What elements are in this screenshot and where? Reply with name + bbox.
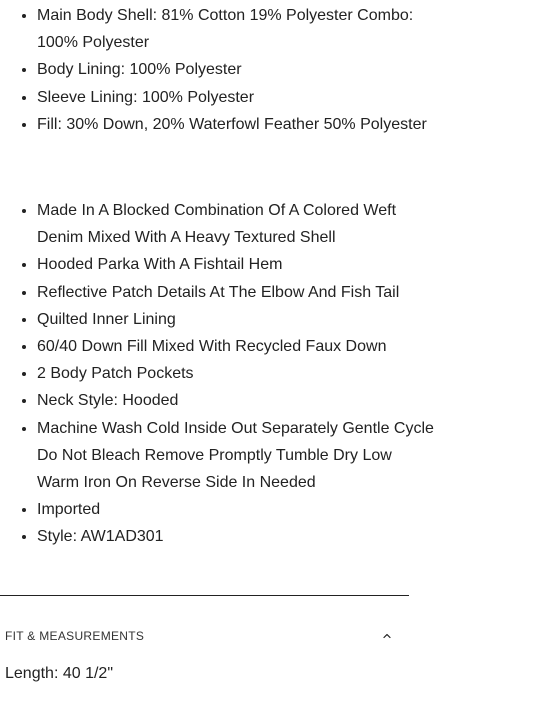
features-list	[0, 197, 446, 551]
list-item: • Style: AW1AD301	[37, 523, 446, 550]
length-measurement: Length: 40 1/2"	[5, 665, 113, 682]
list-item: • Made In A Blocked Combination Of A Colored Weft Denim Mixed With A Heavy Textured Shell	[37, 197, 446, 251]
list-item: • Hooded Parka With A Fishtail Hem	[37, 251, 446, 278]
section-divider	[0, 595, 409, 596]
list-item: • Reflective Patch Details At The Elbow And Fish Tail	[37, 279, 446, 306]
fit-measurements-title: FIT & MEASUREMENTS	[5, 629, 145, 643]
chevron-up-icon[interactable]	[377, 626, 397, 646]
fit-measurements-toggle[interactable]	[0, 622, 409, 650]
list-item: • Machine Wash Cold Inside Out Separately Gentle Cycle Do Not Bleach Remove Promptly Tumble Dry Low Warm Iron On Reverse Side In Needed	[37, 415, 446, 497]
list-item: • 60/40 Down Fill Mixed With Recycled Faux Down	[37, 333, 446, 360]
list-item: • Neck Style: Hooded	[37, 387, 446, 414]
list-item: • Fill: 30% Down, 20% Waterfowl Feather 50% Polyester	[37, 111, 446, 138]
list-item: • Quilted Inner Lining	[37, 306, 446, 333]
list-item: • Body Lining: 100% Polyester	[37, 56, 446, 83]
list-item: • Main Body Shell: 81% Cotton 19% Polyester Combo: 100% Polyester	[37, 2, 446, 56]
list-item: • Sleeve Lining: 100% Polyester	[37, 84, 446, 111]
list-item: • Imported	[37, 496, 446, 523]
list-item: • 2 Body Patch Pockets	[37, 360, 446, 387]
materials-list	[0, 2, 446, 138]
